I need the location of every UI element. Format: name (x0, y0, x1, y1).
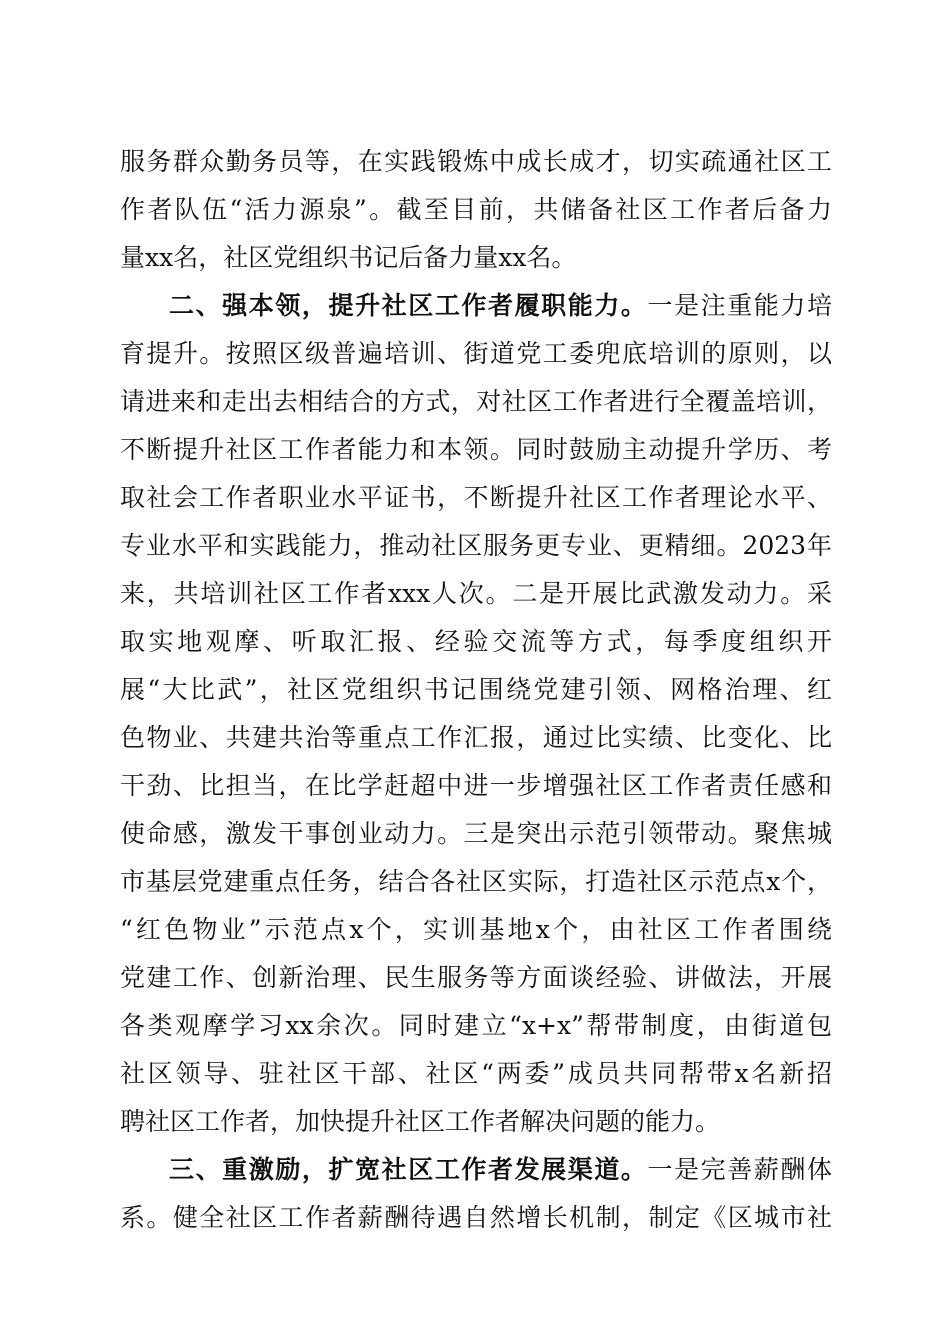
paragraph-line: 作者队伍“活力源泉”。截至目前，共储备社区工作者后备力 (120, 195, 832, 224)
paragraph-text: 一是注重能力培 (647, 291, 832, 320)
paragraph-line: 展“大比武”，社区党组织书记围绕党建引领、网格治理、红 (120, 675, 832, 704)
paragraph-line: 量xx名，社区党组织书记后备力量xx名。 (120, 243, 577, 272)
paragraph-line: “红色物业”示范点x个，实训基地x个，由社区工作者围绕 (120, 915, 832, 944)
paragraph-line: 不断提升社区工作者能力和本领。同时鼓励主动提升学历、考 (120, 435, 832, 464)
paragraph-line: 各类观摩学习xx余次。同时建立“x+x”帮带制度，由街道包 (120, 1011, 832, 1040)
paragraph-line: 育提升。按照区级普遍培训、街道党工委兜底培训的原则，以 (120, 339, 832, 368)
paragraph-line: 取社会工作者职业水平证书，不断提升社区工作者理论水平、 (120, 483, 832, 512)
section-heading-2-line (169, 291, 832, 321)
paragraph-line: 社区领导、驻社区干部、社区“两委”成员共同帮带x名新招 (120, 1059, 832, 1088)
paragraph-line: 色物业、共建共治等重点工作汇报，通过比实绩、比变化、比 (120, 723, 832, 752)
paragraph-line: 使命感，激发干事创业动力。三是突出示范引领带动。聚焦城 (120, 819, 832, 848)
paragraph-line: 服务群众勤务员等，在实践锻炼中成长成才，切实疏通社区工 (120, 147, 832, 176)
paragraph-text: 一是完善薪酬体 (647, 1155, 832, 1184)
paragraph-line: 专业水平和实践能力，推动社区服务更专业、更精细。2023年 (120, 531, 832, 560)
section-heading-3: 三、重激励，扩宽社区工作者发展渠道。 (169, 1155, 648, 1184)
section-heading-2: 二、强本领，提升社区工作者履职能力。 (169, 291, 648, 320)
paragraph-line: 市基层党建重点任务，结合各社区实际，打造社区示范点x个， (120, 867, 832, 896)
section-heading-3-line (169, 1155, 832, 1185)
paragraph-line: 聘社区工作者，加快提升社区工作者解决问题的能力。 (120, 1107, 721, 1136)
paragraph-line: 干劲、比担当，在比学赶超中进一步增强社区工作者责任感和 (120, 771, 832, 800)
paragraph-line: 请进来和走出去相结合的方式，对社区工作者进行全覆盖培训， (120, 387, 832, 416)
paragraph-line: 来，共培训社区工作者xxx人次。二是开展比武激发动力。采 (120, 579, 832, 608)
paragraph-line: 党建工作、创新治理、民生服务等方面谈经验、讲做法，开展 (120, 963, 832, 992)
paragraph-line: 取实地观摩、听取汇报、经验交流等方式，每季度组织开 (120, 627, 832, 656)
paragraph-line: 系。健全社区工作者薪酬待遇自然增长机制，制定《区城市社 (120, 1203, 832, 1232)
